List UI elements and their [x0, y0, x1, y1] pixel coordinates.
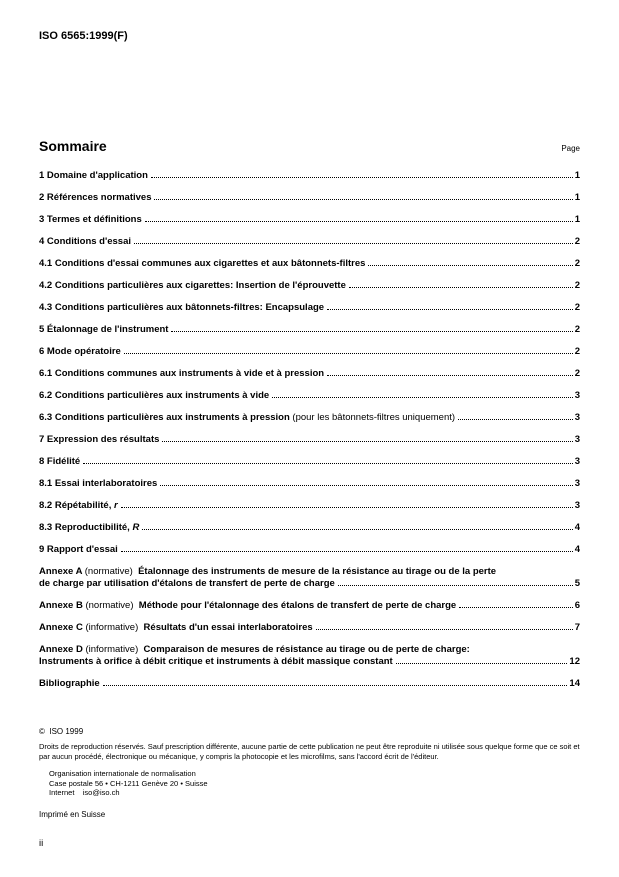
- toc-entry: [39, 280, 580, 292]
- toc-entry-line: [39, 600, 580, 612]
- publisher-internet: Internet iso@iso.ch: [49, 788, 120, 797]
- toc-entry-page: 2: [574, 346, 580, 357]
- footer: [39, 727, 580, 820]
- toc-entry-page: 3: [574, 478, 580, 489]
- toc-entry-page: 2: [574, 258, 580, 269]
- toc-entry: [39, 412, 580, 424]
- toc-leader-dots: [458, 419, 573, 420]
- toc-entry-label: 4.1 Conditions d'essai communes aux cigarettes et aux bâtonnets-filtres: [39, 258, 366, 269]
- toc-leader-dots: [171, 331, 572, 332]
- toc-entry-line: [39, 192, 580, 204]
- folio-page-number: ii: [39, 838, 44, 849]
- document-id: ISO 6565:1999(F): [39, 30, 128, 42]
- toc-entry-line: [39, 500, 580, 512]
- toc-entry-page: 1: [574, 170, 580, 181]
- toc-entry-line: [39, 478, 580, 490]
- toc-entry-label: Annexe C (informative) Résultats d'un essai interlaboratoires: [39, 622, 313, 633]
- toc-leader-dots: [396, 663, 568, 664]
- toc-entry-line: [39, 566, 580, 578]
- toc-entry: [39, 678, 580, 690]
- toc-entry-page: 6: [574, 600, 580, 611]
- toc-entry-label: 5 Étalonnage de l'instrument: [39, 324, 169, 335]
- toc-entry: [39, 500, 580, 512]
- toc-leader-dots: [338, 585, 573, 586]
- toc-entry-label: Bibliographie: [39, 678, 100, 689]
- toc-entry-label: 1 Domaine d'application: [39, 170, 148, 181]
- toc-leader-dots: [349, 287, 573, 288]
- toc-entry-label: 2 Références normatives: [39, 192, 152, 203]
- toc-entry-line: [39, 258, 580, 270]
- toc-entry-page: 3: [574, 412, 580, 423]
- toc-entry-line: [39, 678, 580, 690]
- toc-entry-label: Annexe A (normative) Étalonnage des instruments de mesure de la résistance au tirage ou de la perte: [39, 566, 497, 577]
- toc-leader-dots: [134, 243, 573, 244]
- toc-entry-line: [39, 346, 580, 358]
- toc-entry: [39, 434, 580, 446]
- toc-header: [39, 138, 580, 154]
- toc-list: [39, 170, 580, 690]
- toc-entry-page: 12: [569, 656, 580, 667]
- toc-entry-line: [39, 390, 580, 402]
- toc-entry: [39, 600, 580, 612]
- toc-entry: [39, 192, 580, 204]
- toc-entry-page: 3: [574, 434, 580, 445]
- toc-entry-label: 6.3 Conditions particulières aux instruments à pression (pour les bâtonnets-filtres uniquement): [39, 412, 456, 423]
- printed-in-line: Imprimé en Suisse: [39, 809, 106, 819]
- toc-leader-dots: [154, 199, 572, 200]
- toc-entry-label: 6.2 Conditions particulières aux instruments à vide: [39, 390, 270, 401]
- toc-entry-line: [39, 578, 580, 590]
- toc-entry: [39, 302, 580, 314]
- toc-entry-line: [39, 236, 580, 248]
- toc-leader-dots: [103, 685, 568, 686]
- toc-entry-page: 3: [574, 456, 580, 467]
- toc-entry-line: [39, 656, 580, 668]
- toc-leader-dots: [121, 507, 573, 508]
- toc-entry: [39, 258, 580, 270]
- toc-entry-line: [39, 544, 580, 556]
- toc-entry-label: 4.3 Conditions particulières aux bâtonnets-filtres: Encapsulage: [39, 302, 325, 313]
- toc-leader-dots: [83, 463, 573, 464]
- toc-entry-line: [39, 368, 580, 380]
- toc-entry-label: Annexe D (informative) Comparaison de mesures de résistance au tirage ou de perte de charge:: [39, 644, 470, 655]
- toc-entry-label: 6.1 Conditions communes aux instruments à vide et à pression: [39, 368, 325, 379]
- toc-entry-label: de charge par utilisation d'étalons de transfert de perte de charge: [39, 578, 335, 589]
- toc-entry-line: [39, 324, 580, 336]
- toc-leader-dots: [160, 485, 572, 486]
- toc-entry-page: 2: [574, 368, 580, 379]
- toc-entry-page: 4: [574, 544, 580, 555]
- toc-entry: [39, 644, 580, 668]
- toc-entry-line: [39, 434, 580, 446]
- toc-entry: [39, 478, 580, 490]
- toc-entry-label: 8.2 Répétabilité, r: [39, 500, 118, 511]
- toc-entry-page: 2: [574, 236, 580, 247]
- toc-leader-dots: [145, 221, 573, 222]
- toc-entry-page: 7: [574, 622, 580, 633]
- toc-entry: [39, 522, 580, 534]
- toc-entry-page: 4: [574, 522, 580, 533]
- toc-entry-line: [39, 214, 580, 226]
- toc-entry-label: 7 Expression des résultats: [39, 434, 160, 445]
- toc-entry-label: 8.3 Reproductibilité, R: [39, 522, 140, 533]
- toc-entry-page: 14: [569, 678, 580, 689]
- page-column-label: Page: [561, 144, 580, 153]
- toc-leader-dots: [162, 441, 572, 442]
- publisher-block: [49, 769, 580, 798]
- toc-entry: [39, 544, 580, 556]
- toc-entry-label: 8.1 Essai interlaboratoires: [39, 478, 158, 489]
- toc-entry: [39, 236, 580, 248]
- toc-leader-dots: [327, 309, 573, 310]
- toc-entry-label: 3 Termes et définitions: [39, 214, 142, 225]
- toc-entry: [39, 214, 580, 226]
- toc-entry-line: [39, 302, 580, 314]
- toc-entry-label: 4.2 Conditions particulières aux cigarettes: Insertion de l'éprouvette: [39, 280, 346, 291]
- toc-entry-line: [39, 522, 580, 534]
- toc-entry-page: 2: [574, 302, 580, 313]
- toc-leader-dots: [272, 397, 573, 398]
- toc-leader-dots: [327, 375, 573, 376]
- toc-entry-page: 2: [574, 324, 580, 335]
- toc-entry-page: 3: [574, 500, 580, 511]
- toc-entry: [39, 346, 580, 358]
- toc-entry-label: Annexe B (normative) Méthode pour l'étalonnage des étalons de transfert de perte de charge: [39, 600, 457, 611]
- toc-entry: [39, 368, 580, 380]
- toc-entry: [39, 390, 580, 402]
- toc-entry-line: [39, 280, 580, 292]
- toc-leader-dots: [316, 629, 573, 630]
- toc-entry-line: [39, 456, 580, 468]
- toc-entry-label: Instruments à orifice à débit critique et instruments à débit massique constant: [39, 656, 393, 667]
- toc-entry-line: [39, 644, 580, 656]
- rights-notice: Droits de reproduction réservés. Sauf prescription différente, aucune partie de cette publication ne peut être reproduite ni utilisée sous quelque forme que ce soit et par aucun procédé, électronique ou mécanique, y compris la photocopie et les microfilms, sans l'accord écrit de l'éditeur.: [39, 742, 580, 761]
- toc-entry-page: 1: [574, 192, 580, 203]
- toc-entry-page: 2: [574, 280, 580, 291]
- toc-leader-dots: [124, 353, 573, 354]
- toc-entry: [39, 170, 580, 182]
- toc-entry: [39, 324, 580, 336]
- publisher-address: Case postale 56 • CH-1211 Genève 20 • Suisse: [49, 778, 208, 788]
- toc-entry-page: 3: [574, 390, 580, 401]
- toc-entry-label: 4 Conditions d'essai: [39, 236, 131, 247]
- toc-entry: [39, 456, 580, 468]
- copyright-line: © ISO 1999: [39, 727, 84, 736]
- toc-entry-line: [39, 170, 580, 182]
- toc-entry-label: 6 Mode opératoire: [39, 346, 121, 357]
- toc-entry-page: 1: [574, 214, 580, 225]
- toc-entry: [39, 566, 580, 590]
- toc-entry-line: [39, 622, 580, 634]
- toc-leader-dots: [368, 265, 572, 266]
- toc-entry-label: 8 Fidélité: [39, 456, 81, 467]
- publisher-name: Organisation internationale de normalisation: [49, 769, 196, 778]
- toc-leader-dots: [151, 177, 573, 178]
- toc-leader-dots: [142, 529, 572, 530]
- toc-entry-line: [39, 412, 580, 424]
- toc-entry-page: 5: [574, 578, 580, 589]
- toc-leader-dots: [459, 607, 572, 608]
- toc-leader-dots: [121, 551, 573, 552]
- toc-entry-label: 9 Rapport d'essai: [39, 544, 118, 555]
- toc-title: Sommaire: [39, 138, 107, 154]
- toc-entry: [39, 622, 580, 634]
